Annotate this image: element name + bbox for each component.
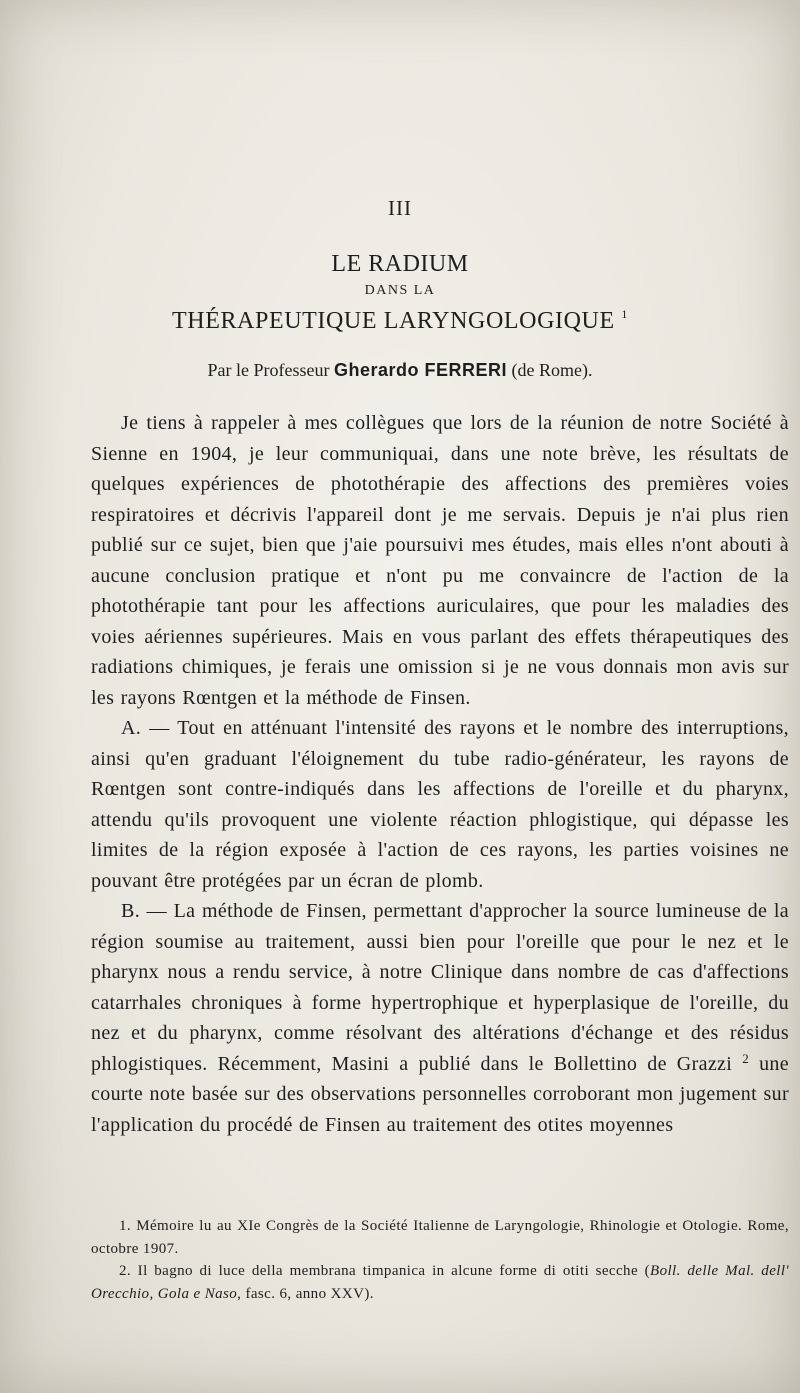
footnote-2: [91, 1260, 789, 1305]
byline-prefix: Par le Professeur: [207, 360, 330, 380]
footnote-2-start: 2. Il bagno di luce della membrana timpanica in alcune forme di otiti secche (: [119, 1263, 651, 1279]
paragraph-a: A. — Tout en atténuant l'intensité des rayons et le nombre des interruptions, ainsi qu'en graduant l'éloignement du tube radio-générateur, les rayons de Rœntgen sont contre-indiqués dans les affections de l'oreille et du pharynx, attendu qu'ils provoquent une violente réaction phlogistique, qui dépasse les limites de la région exposée à l'action de ces rayons, les parties voisines ne pouvant être protégées par un écran de plomb.: [91, 717, 789, 892]
footnotes: [91, 1215, 789, 1305]
footnote-2-end: fasc. 6, anno XXV).: [241, 1285, 374, 1302]
paragraph-b-text-2: une courte note basée sur des observations personnelles corroborant mon jugement sur l'application du procédé de Finsen au traitement des otites moyennes: [91, 1052, 789, 1136]
footnote-marker-2: 2: [742, 1050, 750, 1066]
footnote-marker-1: 1: [621, 307, 628, 321]
subtitle-text: THÉRAPEUTIQUE LARYNGOLOGIQUE: [172, 308, 615, 334]
article-body: [91, 408, 789, 1140]
paragraph-b-text-1: B. — La méthode de Finsen, permettant d'approcher la source lumineuse de la région soumise au traitement, aussi bien pour l'oreille que pour le nez et le pharynx nous a rendu service, à notre Clinique dans nombre de cas d'affections catarrhales chroniques à forme hypertrophique et hyperplasique de l'oreille, du nez et du pharynx, comme résolvant des altérations d'échange et des résidus phlogistiques. Récemment, Masini a publié dans le Bollettino de Grazzi: [91, 900, 789, 1075]
paragraph-1: Je tiens à rappeler à mes collègues que lors de la réunion de notre Société à Sienne en 1904, je leur communiquai, dans une note brève, les résultats de quelques expériences de photothérapie des affections des premières voies respiratoires et décrivis l'appareil dont je me servais. Depuis je n'ai plus rien publié sur ce sujet, bien que j'aie poursuivi mes études, mais elles n'ont abouti à aucune conclusion pratique et n'ont pu me convaincre de l'action de la photothérapie tant pour les affections auriculaires, que pour les maladies des voies aériennes supérieures. Mais en vous parlant des effets thérapeutiques des radiations chimiques, je ferais une omission si je ne vous donnais mon avis sur les rayons Rœntgen et la méthode de Finsen.: [91, 412, 789, 709]
article-subtitle: [0, 307, 800, 335]
paragraph-b: [91, 896, 789, 1140]
title-connector: DANS LA: [364, 283, 436, 298]
chapter-number: III: [388, 196, 412, 220]
byline: [0, 360, 800, 381]
footnote-1: 1. Mémoire lu au XIe Congrès de la Société Italienne de Laryngologie, Rhinologie et Otologie. Rome, octobre 1907.: [91, 1218, 789, 1257]
footnote-2-journal: Boll. delle Mal. dell' Orecchio, Gola e Naso,: [91, 1263, 790, 1302]
byline-suffix: (de Rome).: [511, 360, 593, 380]
author-name: Gherardo FERRERI: [333, 360, 507, 380]
article-title: LE RADIUM: [331, 251, 469, 277]
